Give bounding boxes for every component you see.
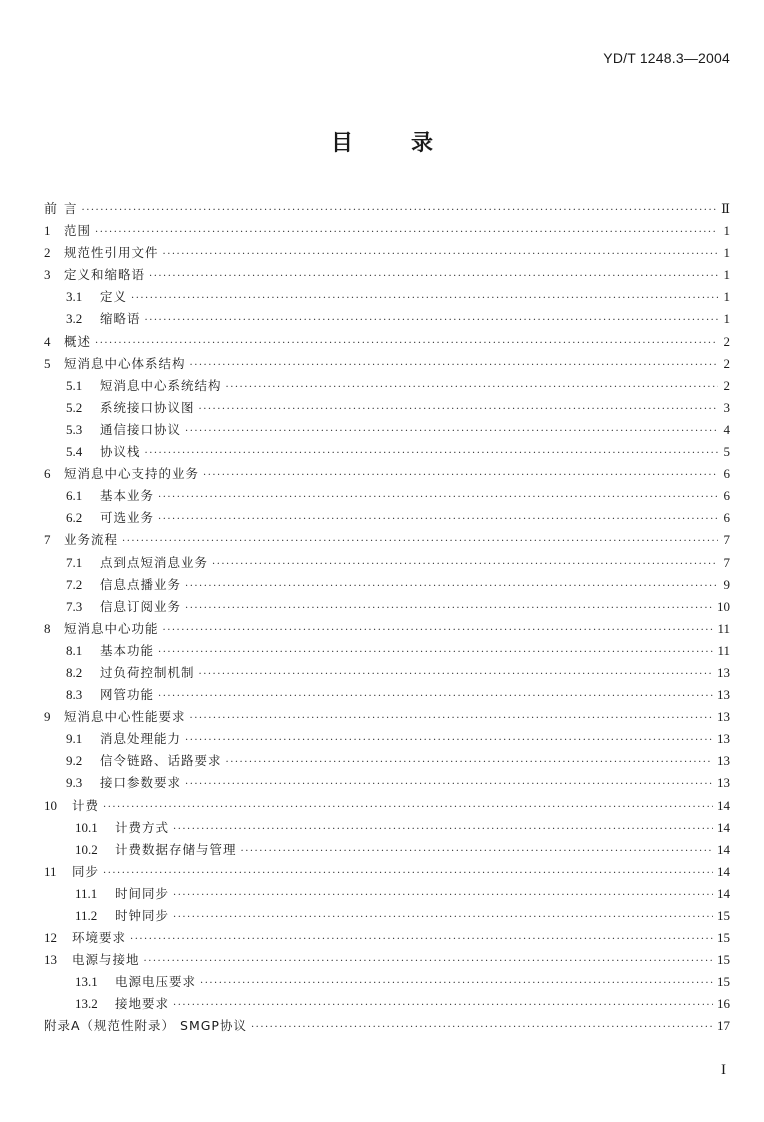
toc-entry-page: 13 (717, 731, 730, 747)
toc-entry[interactable] (44, 353, 730, 375)
toc-dot-leader (173, 819, 713, 841)
toc-entry-page: 14 (717, 841, 730, 857)
toc-dot-leader (190, 355, 718, 377)
toc-entry[interactable] (44, 993, 730, 1015)
toc-entry-title: 接地要求 (115, 996, 170, 1012)
toc-entry-page: 15 (717, 930, 730, 946)
toc-entry[interactable] (44, 198, 730, 220)
toc-entry-number: 13.2 (75, 996, 98, 1012)
toc-entry-page: 5 (723, 444, 730, 460)
toc-entry[interactable] (44, 706, 730, 728)
toc-dot-leader (185, 421, 718, 443)
toc-entry-number: 6.2 (66, 510, 83, 526)
toc-dot-leader (158, 509, 718, 531)
toc-entry-number: 10.2 (75, 841, 98, 857)
toc-dot-leader (199, 664, 713, 686)
toc-entry-title: 定义和缩略语 (64, 267, 146, 283)
toc-entry-page: 11 (717, 620, 730, 636)
toc-entry-number: 5.2 (66, 399, 83, 415)
toc-entry-page: 13 (717, 664, 730, 680)
toc-dot-leader (95, 333, 718, 355)
toc-entry-title: 定义 (100, 289, 128, 305)
toc-entry-page: 13 (717, 753, 730, 769)
toc-entry-page: 15 (717, 952, 730, 968)
toc-entry[interactable] (44, 618, 730, 640)
toc-entry-number: 9 (44, 709, 51, 725)
toc-entry-page: 14 (717, 885, 730, 901)
toc-dot-leader (158, 642, 713, 664)
toc-entry-page: 1 (723, 223, 730, 239)
toc-entry-page: 17 (717, 1018, 730, 1034)
toc-dot-leader (212, 554, 718, 576)
toc-entry[interactable] (44, 397, 730, 419)
toc-entry-number: 8 (44, 620, 51, 636)
toc-entry-number: 1 (44, 223, 51, 239)
toc-entry-title: 范围 (64, 223, 92, 239)
toc-entry-page: 13 (717, 709, 730, 725)
toc-entry[interactable] (44, 574, 730, 596)
toc-entry-title: 可选业务 (100, 510, 155, 526)
toc-entry-number: 11.2 (75, 908, 98, 923)
toc-entry-page: 15 (717, 908, 730, 923)
toc-entry-number: 5 (44, 355, 51, 371)
toc-dot-leader (95, 222, 718, 244)
toc-entry-number: 11 (44, 863, 57, 879)
toc-entry-title: 时间同步 (115, 885, 170, 901)
toc-entry-title: 短消息中心功能 (64, 620, 159, 636)
toc-entry-page: 2 (723, 355, 730, 371)
toc-entry[interactable] (44, 441, 730, 463)
toc-entry-page: 1 (723, 245, 730, 261)
toc-entry-number: 11.1 (75, 885, 98, 901)
toc-entry[interactable] (44, 927, 730, 949)
toc-dot-leader (185, 774, 713, 796)
toc-entry[interactable] (44, 839, 730, 861)
toc-entry[interactable] (44, 772, 730, 794)
toc-entry-page: 6 (723, 466, 730, 482)
toc-dot-leader (103, 863, 713, 885)
toc-entry[interactable] (44, 949, 730, 971)
toc-entry-title: 点到点短消息业务 (100, 554, 209, 570)
toc-entry-page: 2 (723, 333, 730, 349)
toc-dot-leader (185, 730, 713, 752)
toc-entry[interactable] (44, 861, 730, 883)
toc-dot-leader (173, 907, 713, 929)
toc-entry-page: 16 (717, 996, 730, 1012)
toc-entry-title: 消息处理能力 (100, 731, 182, 747)
toc-entry-number: 5.3 (66, 421, 83, 437)
toc-entry-title: 时钟同步 (115, 908, 170, 923)
toc-entry[interactable] (44, 750, 730, 772)
toc-entry-number: 3 (44, 267, 51, 283)
toc-entry-number: 10 (44, 797, 57, 813)
toc-entry-page: 1 (723, 289, 730, 305)
toc-entry-title: 短消息中心支持的业务 (64, 466, 200, 482)
toc-entry-page: 2 (723, 377, 730, 393)
toc-entry-title: 短消息中心体系结构 (64, 355, 186, 371)
toc-entry-title: 过负荷控制机制 (100, 664, 195, 680)
toc-entry[interactable] (44, 485, 730, 507)
toc-entry-number: 12 (44, 930, 57, 946)
toc-entry[interactable] (44, 308, 730, 330)
toc-entry-title: 电源电压要求 (115, 974, 197, 990)
table-of-contents (44, 198, 730, 1038)
toc-entry-title: 计费方式 (115, 819, 170, 835)
toc-entry[interactable] (44, 662, 730, 684)
toc-entry[interactable] (44, 242, 730, 264)
toc-entry[interactable] (44, 1015, 730, 1037)
toc-dot-leader (203, 465, 718, 487)
toc-entry[interactable] (44, 971, 730, 993)
page-title: 目录 (330, 131, 491, 156)
toc-entry-title: 同步 (72, 863, 100, 879)
toc-entry-title: 附录A（规范性附录） SMGP协议 (44, 1018, 247, 1034)
toc-entry[interactable] (44, 375, 730, 397)
toc-dot-leader (226, 377, 718, 399)
toc-entry-page: 1 (723, 311, 730, 327)
toc-entry-title: 业务流程 (64, 532, 119, 548)
toc-entry-title: 短消息中心性能要求 (64, 709, 186, 725)
toc-dot-leader (199, 399, 718, 421)
toc-entry-number: 8.1 (66, 642, 83, 658)
toc-dot-leader (185, 576, 718, 598)
toc-entry-title: 接口参数要求 (100, 775, 182, 791)
toc-dot-leader (145, 310, 718, 332)
toc-entry-number: 9.2 (66, 753, 83, 769)
toc-entry[interactable] (44, 640, 730, 662)
toc-entry-page: 6 (723, 510, 730, 526)
toc-entry-page: 14 (717, 797, 730, 813)
toc-entry-page: 11 (717, 642, 730, 658)
toc-entry-title: 缩略语 (100, 311, 141, 327)
toc-dot-leader (144, 951, 713, 973)
toc-entry[interactable] (44, 817, 730, 839)
toc-dot-leader (241, 841, 713, 863)
toc-dot-leader (103, 797, 713, 819)
toc-entry-title: 概述 (64, 333, 92, 349)
toc-entry[interactable] (44, 220, 730, 242)
standard-code: YD/T 1248.3—2004 (603, 50, 730, 66)
toc-entry-number: 5.1 (66, 377, 83, 393)
toc-entry-page: 14 (717, 819, 730, 835)
toc-entry-number: 5.4 (66, 444, 83, 460)
toc-entry-page: 7 (723, 554, 730, 570)
toc-entry-title: 网管功能 (100, 687, 155, 703)
toc-dot-leader (122, 531, 718, 553)
footer-page-number: I (721, 1062, 726, 1078)
toc-entry-page: 6 (723, 488, 730, 504)
toc-entry[interactable] (44, 286, 730, 308)
toc-entry-number: 9.1 (66, 731, 83, 747)
toc-dot-leader (131, 288, 718, 310)
toc-entry-number: 7.3 (66, 598, 83, 614)
toc-entry[interactable] (44, 419, 730, 441)
toc-entry-title: 信息点播业务 (100, 576, 182, 592)
toc-entry[interactable] (44, 905, 730, 927)
toc-entry-number: 2 (44, 245, 51, 261)
toc-entry-page: 4 (723, 421, 730, 437)
toc-entry[interactable] (44, 684, 730, 706)
toc-entry-page: 13 (717, 687, 730, 703)
toc-entry[interactable] (44, 331, 730, 353)
toc-dot-leader (130, 929, 713, 951)
toc-entry[interactable] (44, 596, 730, 618)
toc-entry[interactable] (44, 552, 730, 574)
toc-entry-number: 3.2 (66, 311, 83, 327)
toc-entry-page: Ⅱ (721, 201, 730, 216)
toc-entry[interactable] (44, 529, 730, 551)
toc-entry-title: 环境要求 (72, 930, 127, 946)
toc-dot-leader (185, 598, 713, 620)
toc-entry-title: 信息订阅业务 (100, 598, 182, 614)
toc-entry-number: 6 (44, 466, 51, 482)
toc-entry-number: 3.1 (66, 289, 83, 305)
toc-dot-leader (163, 620, 714, 642)
toc-entry-title: 计费数据存储与管理 (115, 841, 237, 857)
toc-entry-page: 7 (723, 532, 730, 548)
toc-entry-title: 系统接口协议图 (100, 399, 195, 415)
toc-entry-page: 10 (717, 598, 730, 614)
toc-dot-leader (82, 200, 718, 222)
toc-dot-leader (158, 487, 718, 509)
toc-entry-title: 规范性引用文件 (64, 245, 159, 261)
toc-entry-number: 7 (44, 532, 51, 548)
toc-entry-title: 计费 (72, 797, 100, 813)
toc-entry-title: 基本业务 (100, 488, 155, 504)
toc-dot-leader (145, 443, 718, 465)
toc-dot-leader (158, 686, 713, 708)
toc-dot-leader (251, 1017, 713, 1039)
toc-entry-page: 9 (723, 576, 730, 592)
toc-entry-number: 10.1 (75, 819, 98, 835)
toc-entry-page: 14 (717, 863, 730, 879)
toc-entry-title: 协议栈 (100, 444, 141, 460)
toc-entry-page: 3 (723, 399, 730, 415)
toc-dot-leader (226, 752, 713, 774)
toc-entry-number: 6.1 (66, 488, 83, 504)
toc-entry[interactable] (44, 728, 730, 750)
toc-dot-leader (173, 885, 713, 907)
toc-entry-page: 15 (717, 974, 730, 990)
toc-entry-title: 基本功能 (100, 642, 155, 658)
toc-entry[interactable] (44, 264, 730, 286)
toc-entry-page: 1 (723, 267, 730, 283)
toc-entry-title: 信令链路、话路要求 (100, 753, 222, 769)
toc-dot-leader (149, 266, 718, 288)
toc-entry-number: 8.2 (66, 664, 83, 680)
toc-entry-number: 7.1 (66, 554, 83, 570)
toc-entry[interactable] (44, 507, 730, 529)
toc-dot-leader (163, 244, 718, 266)
toc-entry-number: 13.1 (75, 974, 98, 990)
toc-entry-title: 电源与接地 (72, 952, 140, 968)
toc-entry-number: 4 (44, 333, 51, 349)
toc-entry[interactable] (44, 883, 730, 905)
toc-entry-number: 13 (44, 952, 57, 968)
toc-entry-number: 8.3 (66, 687, 83, 703)
toc-dot-leader (173, 995, 713, 1017)
toc-entry[interactable] (44, 463, 730, 485)
toc-entry-page: 13 (717, 775, 730, 791)
toc-entry-title: 短消息中心系统结构 (100, 377, 222, 393)
toc-entry-number: 9.3 (66, 775, 83, 791)
toc-dot-leader (200, 973, 713, 995)
toc-entry-title: 言 (64, 201, 78, 216)
toc-entry-number: 前 (44, 201, 58, 216)
toc-dot-leader (190, 708, 713, 730)
toc-entry-title: 通信接口协议 (100, 421, 182, 437)
toc-entry-number: 7.2 (66, 576, 83, 592)
toc-entry[interactable] (44, 795, 730, 817)
